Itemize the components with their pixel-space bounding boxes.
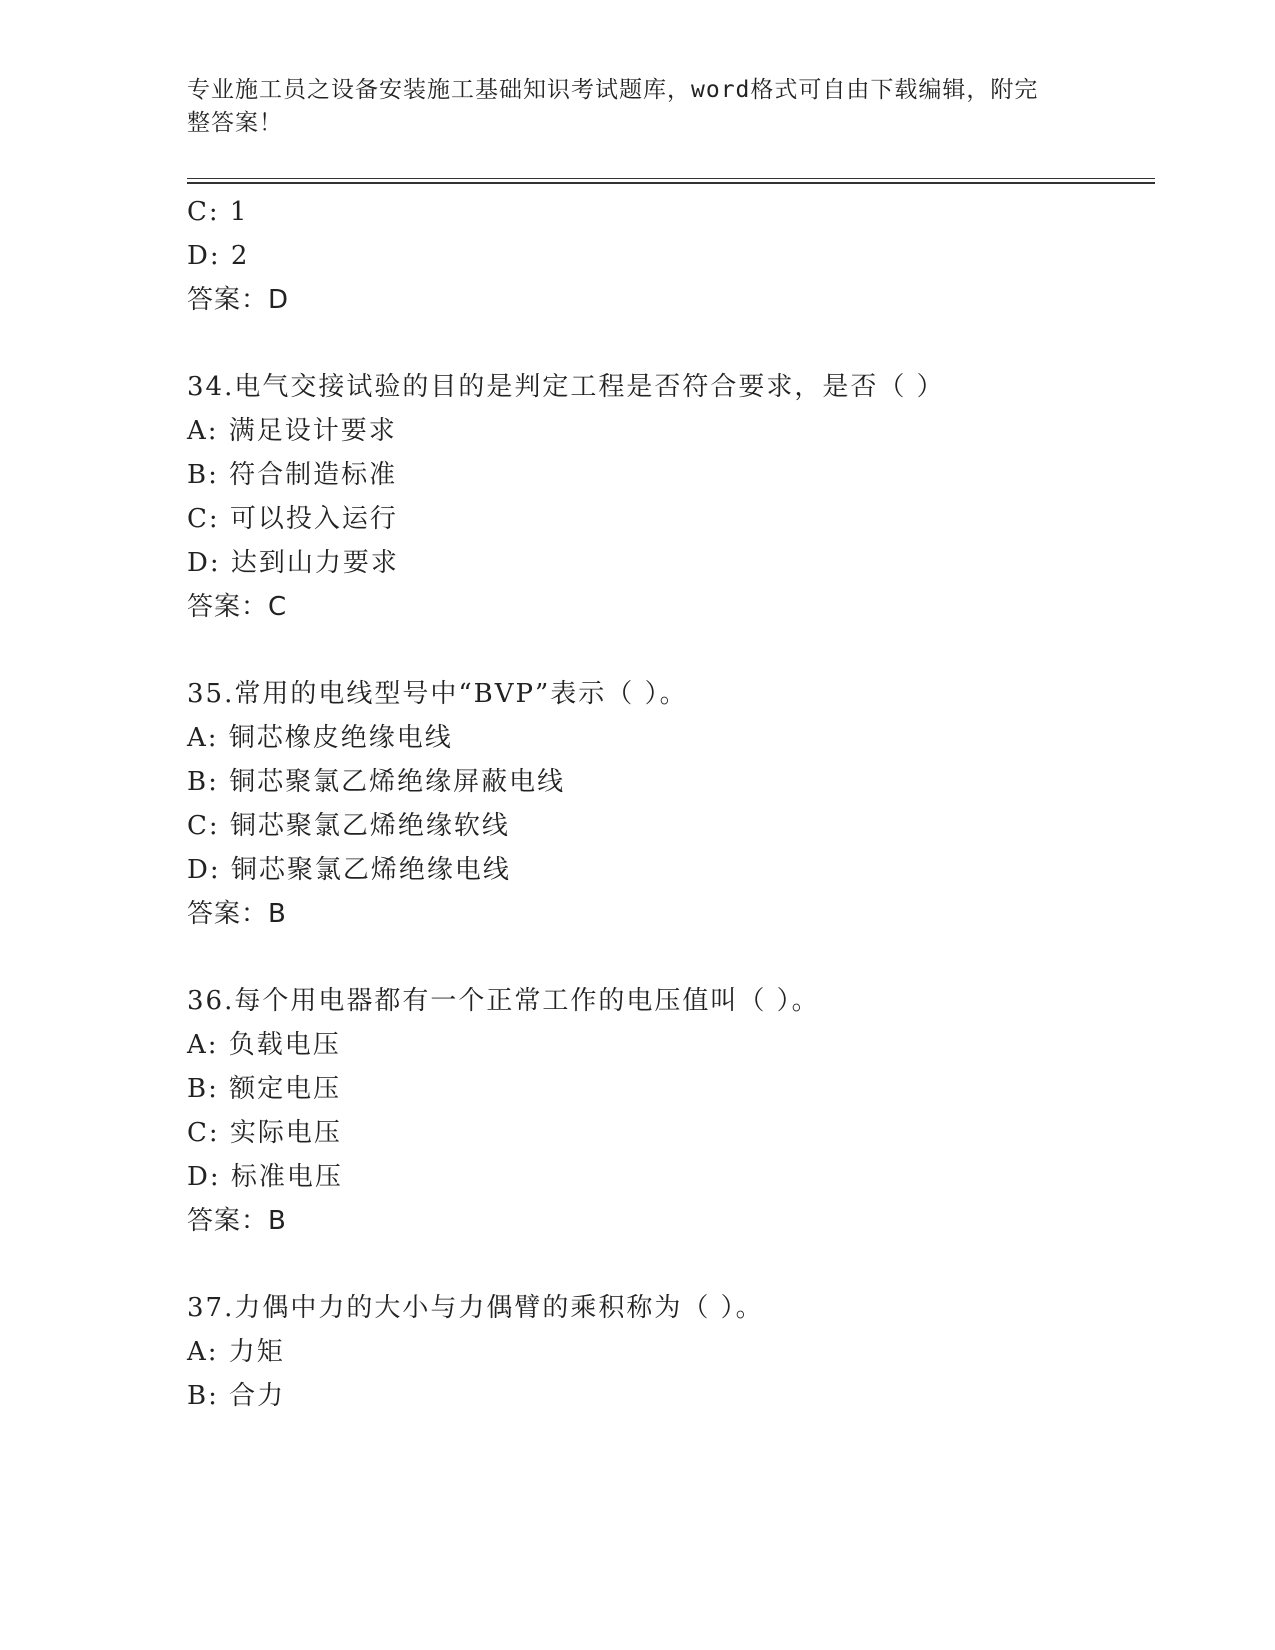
q33-option-d: D: 2 (187, 241, 250, 271)
q37-option-a: A: 力矩 (187, 1337, 285, 1367)
q35-answer: 答案：B (187, 899, 287, 929)
q35-option-a: A: 铜芯橡皮绝缘电线 (187, 723, 453, 753)
q36-stem: 36.每个用电器都有一个正常工作的电压值叫（ ）。 (187, 986, 820, 1016)
q35-option-b: B: 铜芯聚氯乙烯绝缘屏蔽电线 (187, 767, 566, 797)
q36-option-c: C: 实际电压 (187, 1118, 342, 1148)
header-line-2: 整答案！ (187, 110, 283, 136)
q37-stem: 37.力偶中力的大小与力偶臂的乘积称为（ ）。 (187, 1293, 764, 1323)
header-divider-thick (187, 182, 1155, 184)
q35-option-c: C: 铜芯聚氯乙烯绝缘软线 (187, 811, 510, 841)
q35-stem: 35.常用的电线型号中“BVP”表示（ ）。 (187, 679, 688, 709)
q33-option-c: C: 1 (187, 197, 249, 227)
header-line-1: 专业施工员之设备安装施工基础知识考试题库，word格式可自由下载编辑，附完 (187, 77, 1039, 103)
q36-option-a: A: 负载电压 (187, 1030, 341, 1060)
q34-option-a: A: 满足设计要求 (187, 416, 397, 446)
q34-option-c: C: 可以投入运行 (187, 504, 398, 534)
q33-answer: 答案：D (187, 285, 290, 315)
q37-option-b: B: 合力 (187, 1381, 286, 1411)
q34-option-d: D: 达到山力要求 (187, 548, 399, 578)
header-divider-thin (187, 178, 1155, 179)
q34-option-b: B: 符合制造标准 (187, 460, 398, 490)
q35-option-d: D: 铜芯聚氯乙烯绝缘电线 (187, 855, 511, 885)
q34-answer: 答案：C (187, 592, 288, 622)
document-header (187, 74, 1067, 140)
q34-stem: 34.电气交接试验的目的是判定工程是否符合要求，是否（ ） (187, 372, 945, 402)
q36-answer: 答案：B (187, 1206, 287, 1236)
q36-option-d: D: 标准电压 (187, 1162, 343, 1192)
q36-option-b: B: 额定电压 (187, 1074, 342, 1104)
